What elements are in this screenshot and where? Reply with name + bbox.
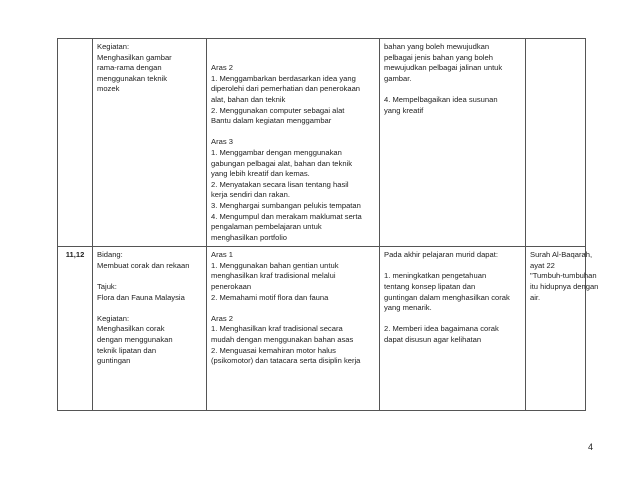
lesson-plan-table xyxy=(57,38,599,411)
standard-line: Aras 2 xyxy=(211,313,233,323)
standard-line: penerokaan xyxy=(211,282,252,292)
tajuk-line: teknik lipatan dan xyxy=(97,345,157,355)
standard-line xyxy=(211,42,375,53)
tajuk-line: Membuat corak dan rekaan xyxy=(97,260,190,270)
standard-line: (psikomotor) dan tatacara serta disiplin kerja xyxy=(211,356,361,366)
objektif-line: bahan yang boleh mewujudkan xyxy=(384,42,490,51)
page-number: 4 xyxy=(588,442,594,452)
nilai-line: "Tumbuh-tumbuhan xyxy=(530,271,597,281)
tajuk-line: rama-rama dengan xyxy=(97,63,162,73)
tajuk-line: Menghasilkan gambar xyxy=(97,52,172,62)
standard-line: 2. Memahami motif flora dan fauna xyxy=(211,292,329,302)
standard-block xyxy=(211,137,375,243)
standard-line: 1. Menghasilkan kraf tradisional secara xyxy=(211,324,343,334)
nilai-line: itu hidupnya dengan xyxy=(530,282,599,292)
tajuk-cell xyxy=(93,247,207,411)
standard-line: menghasilkan portfolio xyxy=(211,232,287,242)
tajuk-line: Bidang: xyxy=(97,250,123,260)
objektif-line: pelbagai jenis bahan yang boleh xyxy=(384,52,493,62)
objektif-line: 4. Mempelbagaikan idea susunan xyxy=(384,94,498,104)
standard-line: Aras 2 xyxy=(211,63,233,73)
standard-block xyxy=(211,314,375,367)
tajuk-line: dengan menggunakan xyxy=(97,335,173,345)
table-row xyxy=(58,247,586,411)
standard-block xyxy=(211,250,375,303)
standard-line: 2. Menguasai kemahiran motor halus xyxy=(211,345,336,355)
tajuk-line: Kegiatan: xyxy=(97,313,130,323)
standard-line: yang lebih kreatif dan kemas. xyxy=(211,169,310,179)
nilai-block xyxy=(530,42,581,53)
standard-line: kerja sendiri dan rakan. xyxy=(211,190,290,200)
standard-line: 1. Menggambarkan berdasarkan idea yang xyxy=(211,73,356,83)
objektif-cell xyxy=(380,39,526,247)
nilai-cell xyxy=(526,247,599,411)
standard-line: mudah dengan menggunakan bahan asas xyxy=(211,335,354,345)
standard-line: alat, bahan dan teknik xyxy=(211,94,286,104)
objektif-line: guntingan dalam menghasilkan corak xyxy=(384,292,510,302)
nilai-cell xyxy=(526,39,586,247)
tajuk-line: Menghasilkan corak xyxy=(97,324,165,334)
standard-line: diperolehi dari pemerhatian dan penerokaan xyxy=(211,84,361,94)
tajuk-cell xyxy=(93,39,207,247)
week-cell: 11,12 xyxy=(58,247,93,411)
objektif-line: 2. Memberi idea bagaimana corak xyxy=(384,324,499,334)
nilai-line: ayat 22 xyxy=(530,260,555,270)
objektif-line: yang kreatif xyxy=(384,105,424,115)
standard-line: 2. Menggunakan computer sebagai alat xyxy=(211,105,345,115)
standard-block xyxy=(211,42,375,53)
standard-line: 4. Mengumpul dan merakam maklumat serta xyxy=(211,211,362,221)
objektif-block xyxy=(384,250,521,261)
objektif-block xyxy=(384,324,521,345)
standard-cell xyxy=(207,39,380,247)
tajuk-line: menggunakan teknik xyxy=(97,73,168,83)
standard-line: Aras 1 xyxy=(211,250,233,260)
objektif-block xyxy=(384,271,521,313)
standard-line: 3. Menghargai sumbangan pelukis tempatan xyxy=(211,200,361,210)
standard-line: gabungan pelbagai alat, bahan dan teknik xyxy=(211,158,353,168)
tajuk-line: Kegiatan: xyxy=(97,42,130,51)
standard-line: 1. Menggunakan bahan gentian untuk xyxy=(211,260,339,270)
week-cell xyxy=(58,39,93,247)
objektif-block xyxy=(384,42,521,84)
tajuk-line: guntingan xyxy=(97,356,131,366)
tajuk-line: mozek xyxy=(97,84,120,94)
table-row xyxy=(58,39,586,247)
standard-line: Aras 3 xyxy=(211,137,233,147)
tajuk-line: Tajuk: xyxy=(97,282,117,292)
tajuk-block xyxy=(97,42,202,95)
objektif-line: yang menarik. xyxy=(384,303,432,313)
standard-line: menghasilkan kraf tradisional melalui xyxy=(211,271,336,281)
objektif-line: Pada akhir pelajaran murid dapat: xyxy=(384,250,498,260)
tajuk-block xyxy=(97,282,202,303)
objektif-line: tentang konsep lipatan dan xyxy=(384,282,476,292)
objektif-line: gambar. xyxy=(384,73,412,83)
nilai-line: Surah Al-Baqarah, xyxy=(530,250,593,260)
standard-line: 1. Menggambar dengan menggunakan xyxy=(211,147,342,157)
tajuk-line: Flora dan Fauna Malaysia xyxy=(97,292,185,302)
objektif-cell xyxy=(380,247,526,411)
objektif-line: mewujudkan pelbagai jalinan untuk xyxy=(384,63,503,73)
standard-line: Bantu dalam kegiatan menggambar xyxy=(211,116,332,126)
nilai-line xyxy=(530,42,581,53)
nilai-line: air. xyxy=(530,292,541,302)
objektif-line: dapat disusun agar kelihatan xyxy=(384,335,482,345)
standard-line: 2. Menyatakan secara lisan tentang hasil xyxy=(211,179,349,189)
objektif-block xyxy=(384,95,521,116)
standard-cell xyxy=(207,247,380,411)
nilai-block xyxy=(530,250,599,303)
standard-block xyxy=(211,63,375,127)
standard-line: pengalaman pembelajaran untuk xyxy=(211,222,322,232)
lesson-plan-body xyxy=(58,39,599,411)
tajuk-block xyxy=(97,314,202,367)
tajuk-block xyxy=(97,250,202,271)
objektif-line: 1. meningkatkan pengetahuan xyxy=(384,271,487,281)
